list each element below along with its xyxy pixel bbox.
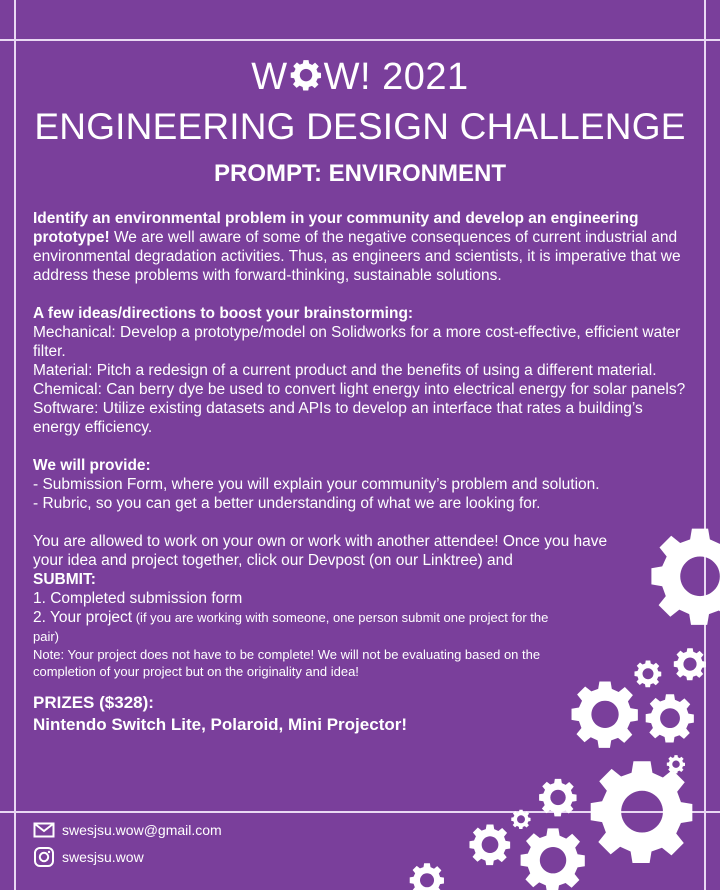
prizes-block bbox=[33, 692, 693, 736]
prizes-list: Nintendo Switch Lite, Polaroid, Mini Projector! bbox=[33, 715, 408, 734]
mail-icon bbox=[33, 820, 55, 840]
email-contact[interactable] bbox=[33, 820, 222, 840]
challenge-description bbox=[33, 209, 693, 736]
provide-item: - Rubric, so you can get a better understanding of what we are looking for. bbox=[33, 495, 541, 512]
top-divider bbox=[0, 39, 720, 41]
provide-heading: We will provide: bbox=[33, 457, 151, 474]
email-address[interactable]: swesjsu.wow@gmail.com bbox=[62, 822, 222, 838]
gear-icon bbox=[410, 863, 444, 890]
intro-paragraph: Identify an environmental problem in your community and develop an engineering prototype! We are well aware of some of the negative consequences of current industrial and environmental degradation activities. Thus, as engineers and scientists, it is imperative that we address these problems with forward-thinking, sustainable solutions. bbox=[33, 210, 681, 284]
provide-item: - Submission Form, where you will explain your community’s problem and solution. bbox=[33, 476, 600, 493]
submit-item-2: 2. Your project (if you are working with someone, one person submit one project for the pair) bbox=[33, 609, 549, 644]
instagram-icon bbox=[33, 846, 55, 868]
gear-icon bbox=[521, 828, 585, 890]
idea-item: Mechanical: Develop a prototype/model on Solidworks for a more cost-effective, efficient water filter. bbox=[33, 324, 681, 360]
idea-item: Material: Pitch a redesign of a current product and the benefits of using a different material. bbox=[33, 362, 657, 379]
submit-item-1: 1. Completed submission form bbox=[33, 590, 243, 607]
bottom-divider bbox=[0, 811, 720, 813]
submit-heading: SUBMIT: bbox=[33, 571, 96, 588]
submit-paragraph: You are allowed to work on your own or work with another attendee! Once you have your idea and project together, click our Devpost (on our Linktree) and bbox=[33, 533, 608, 569]
gear-icon bbox=[289, 59, 323, 93]
idea-item: Software: Utilize existing datasets and APIs to develop an interface that rates a building’s energy efficiency. bbox=[33, 400, 643, 436]
prompt-title: PROMPT: ENVIRONMENT bbox=[213, 160, 506, 187]
instagram-handle[interactable]: swesjsu.wow bbox=[62, 849, 144, 865]
gear-icon bbox=[469, 825, 510, 866]
challenge-title: ENGINEERING DESIGN CHALLENGE bbox=[34, 106, 686, 147]
note-text: Note: Your project does not have to be complete! We will not be evaluating based on the completion of your project but on the originality and idea! bbox=[33, 647, 541, 679]
event-title: W W! 2021 bbox=[251, 56, 469, 98]
idea-item: Chemical: Can berry dye be used to convert light energy into electrical energy for solar panels? bbox=[33, 381, 686, 398]
instagram-contact[interactable] bbox=[33, 846, 144, 868]
prizes-heading: PRIZES ($328): bbox=[33, 693, 154, 712]
ideas-heading: A few ideas/directions to boost your brainstorming: bbox=[33, 305, 414, 322]
gear-icon bbox=[667, 755, 685, 773]
